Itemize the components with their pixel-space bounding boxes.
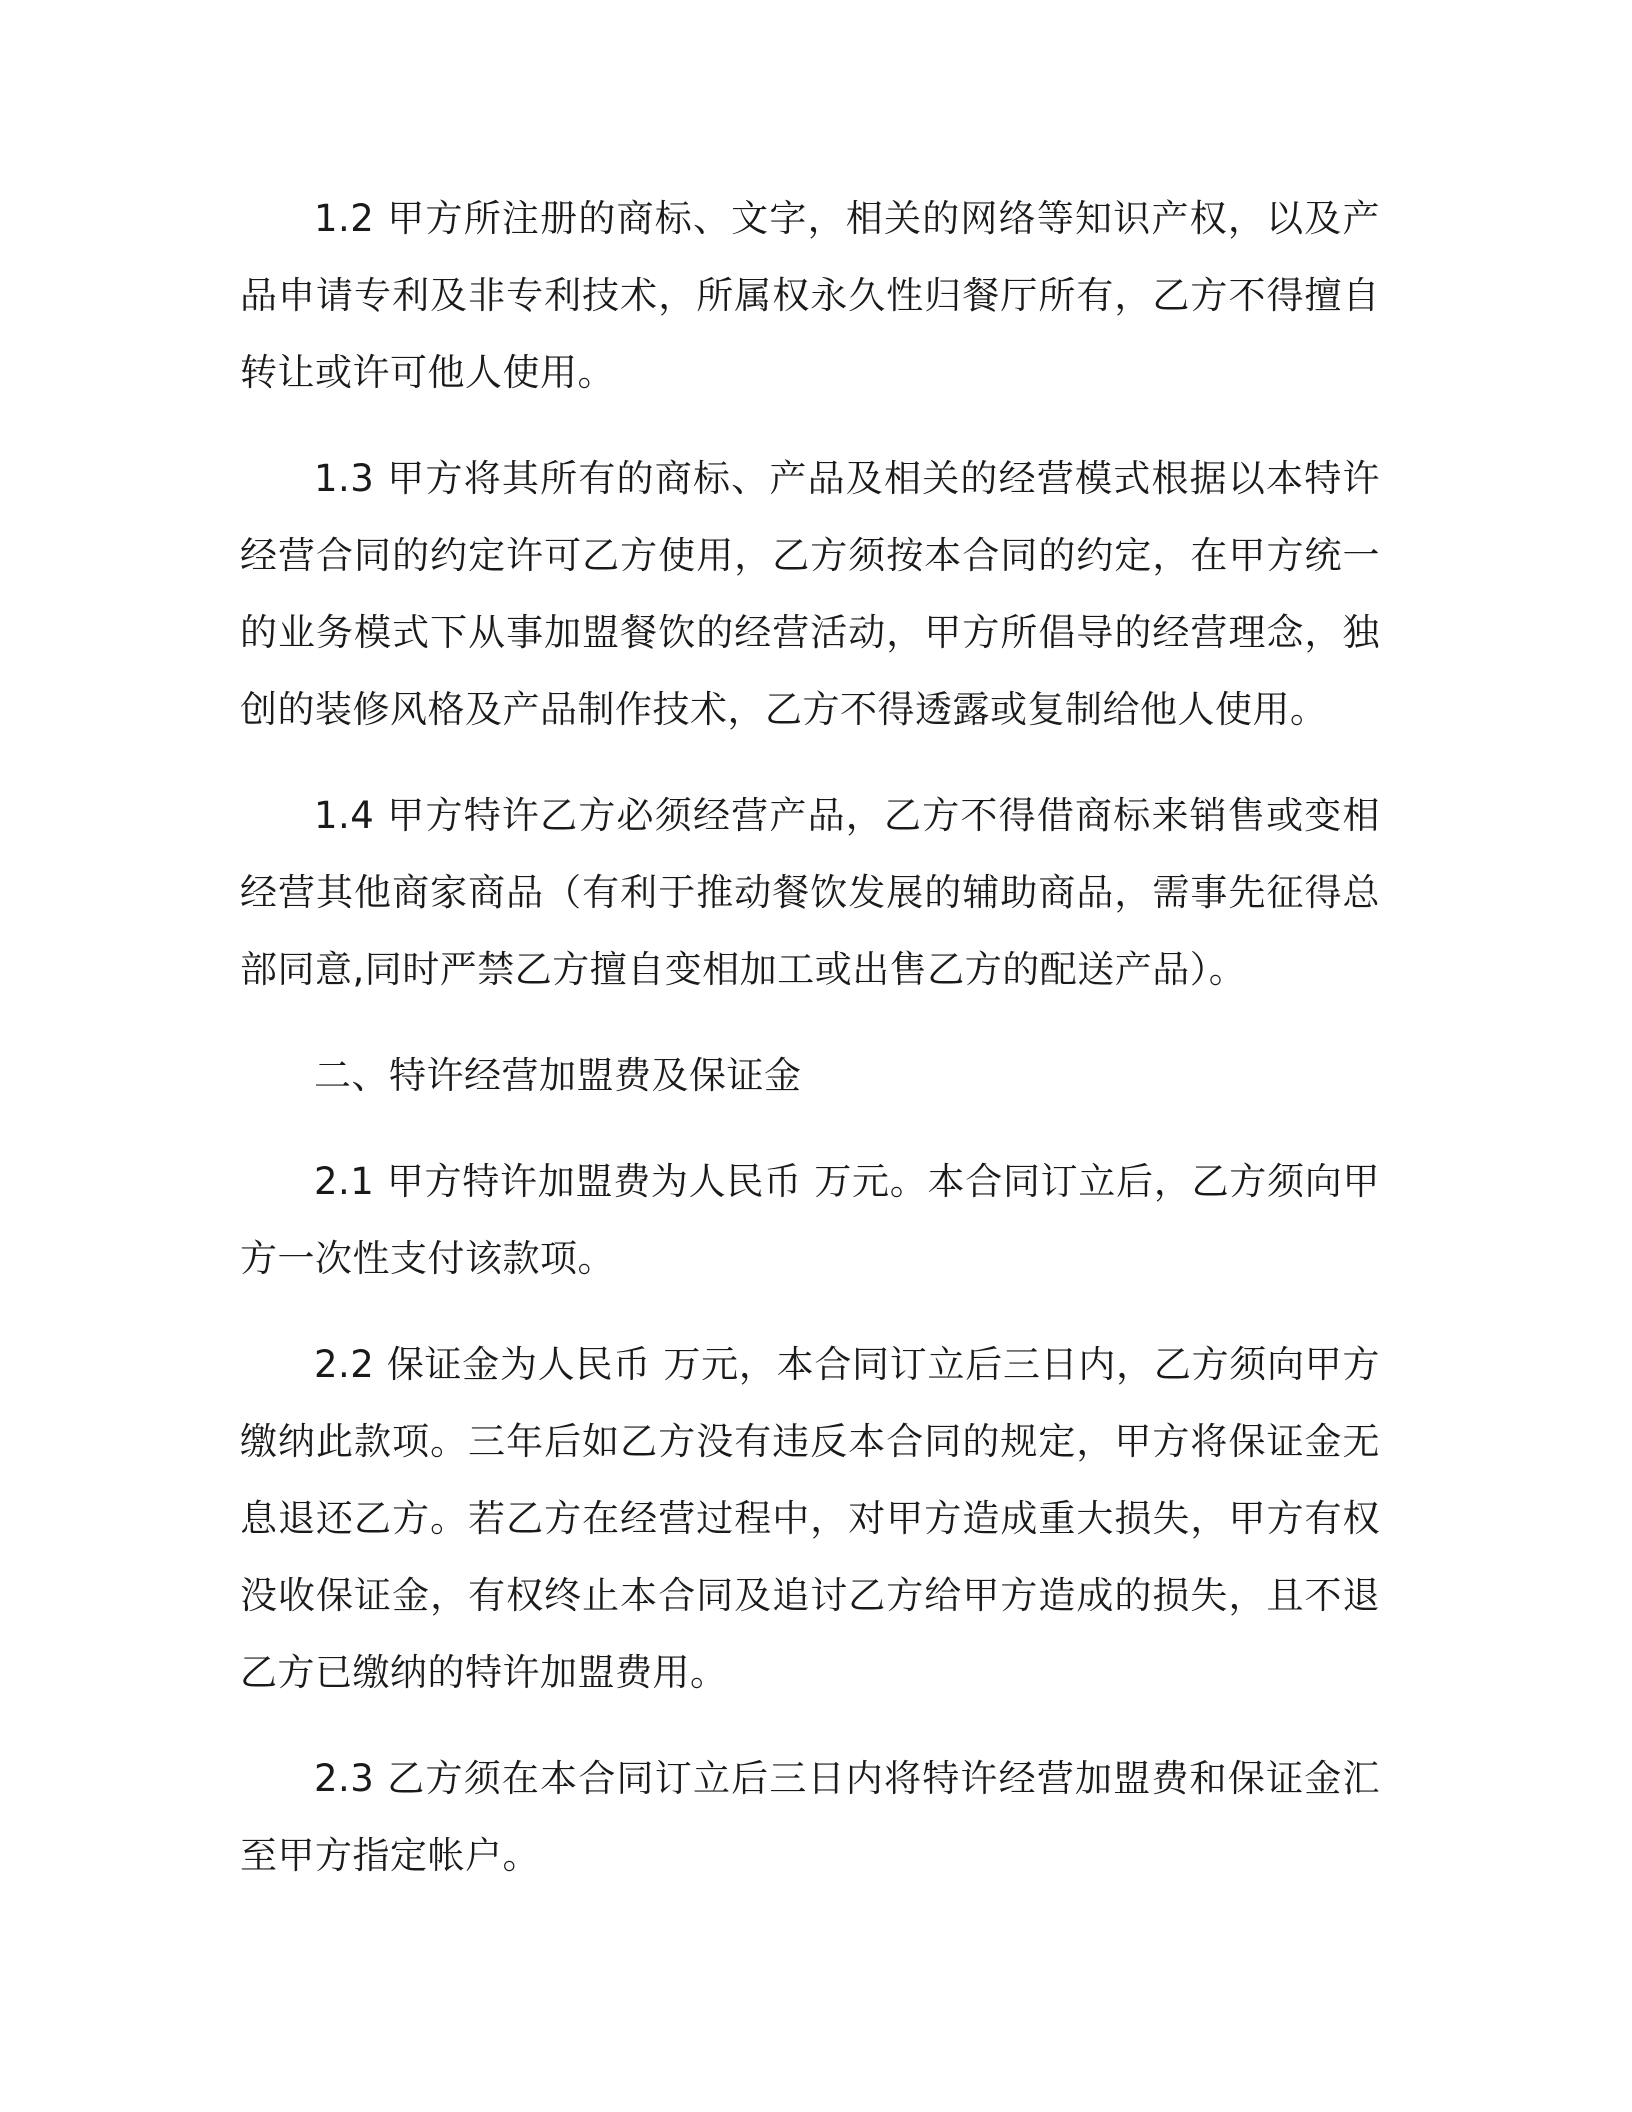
document-body (240, 180, 1380, 1923)
clause-2-1: 2.1 甲方特许加盟费为人民币 万元。本合同订立后，乙方须向甲方一次性支付该款项。 (240, 1160, 1380, 1280)
section-heading-2: 二、特许经营加盟费及保证金 (314, 1054, 802, 1097)
clause-2-2: 2.2 保证金为人民币 万元，本合同订立后三日内，乙方须向甲方缴纳此款项。三年后如乙方没有违反本合同的规定，甲方将保证金无息退还乙方。若乙方在经营过程中，对甲方造成重大损失，甲方有权没收保证金，有权终止本合同及追讨乙方给甲方造成的损失，且不退乙方已缴纳的特许加盟费用。 (240, 1343, 1380, 1694)
clause-1-3: 1.3 甲方将其所有的商标、产品及相关的经营模式根据以本特许经营合同的约定许可乙方使用，乙方须按本合同的约定，在甲方统一的业务模式下从事加盟餐饮的经营活动，甲方所倡导的经营理念，独创的装修风格及产品制作技术，乙方不得透露或复制给他人使用。 (240, 457, 1380, 731)
clause-1-4: 1.4 甲方特许乙方必须经营产品，乙方不得借商标来销售或变相经营其他商家商品（有利于推动餐饮发展的辅助商品，需事先征得总部同意,同时严禁乙方擅自变相加工或出售乙方的配送产品）。 (240, 794, 1380, 991)
clause-1-2: 1.2 甲方所注册的商标、文字，相关的网络等知识产权，以及产品申请专利及非专利技术，所属权永久性归餐厅所有，乙方不得擅自转让或许可他人使用。 (240, 197, 1380, 394)
clause-2-3: 2.3 乙方须在本合同订立后三日内将特许经营加盟费和保证金汇至甲方指定帐户。 (240, 1757, 1380, 1877)
